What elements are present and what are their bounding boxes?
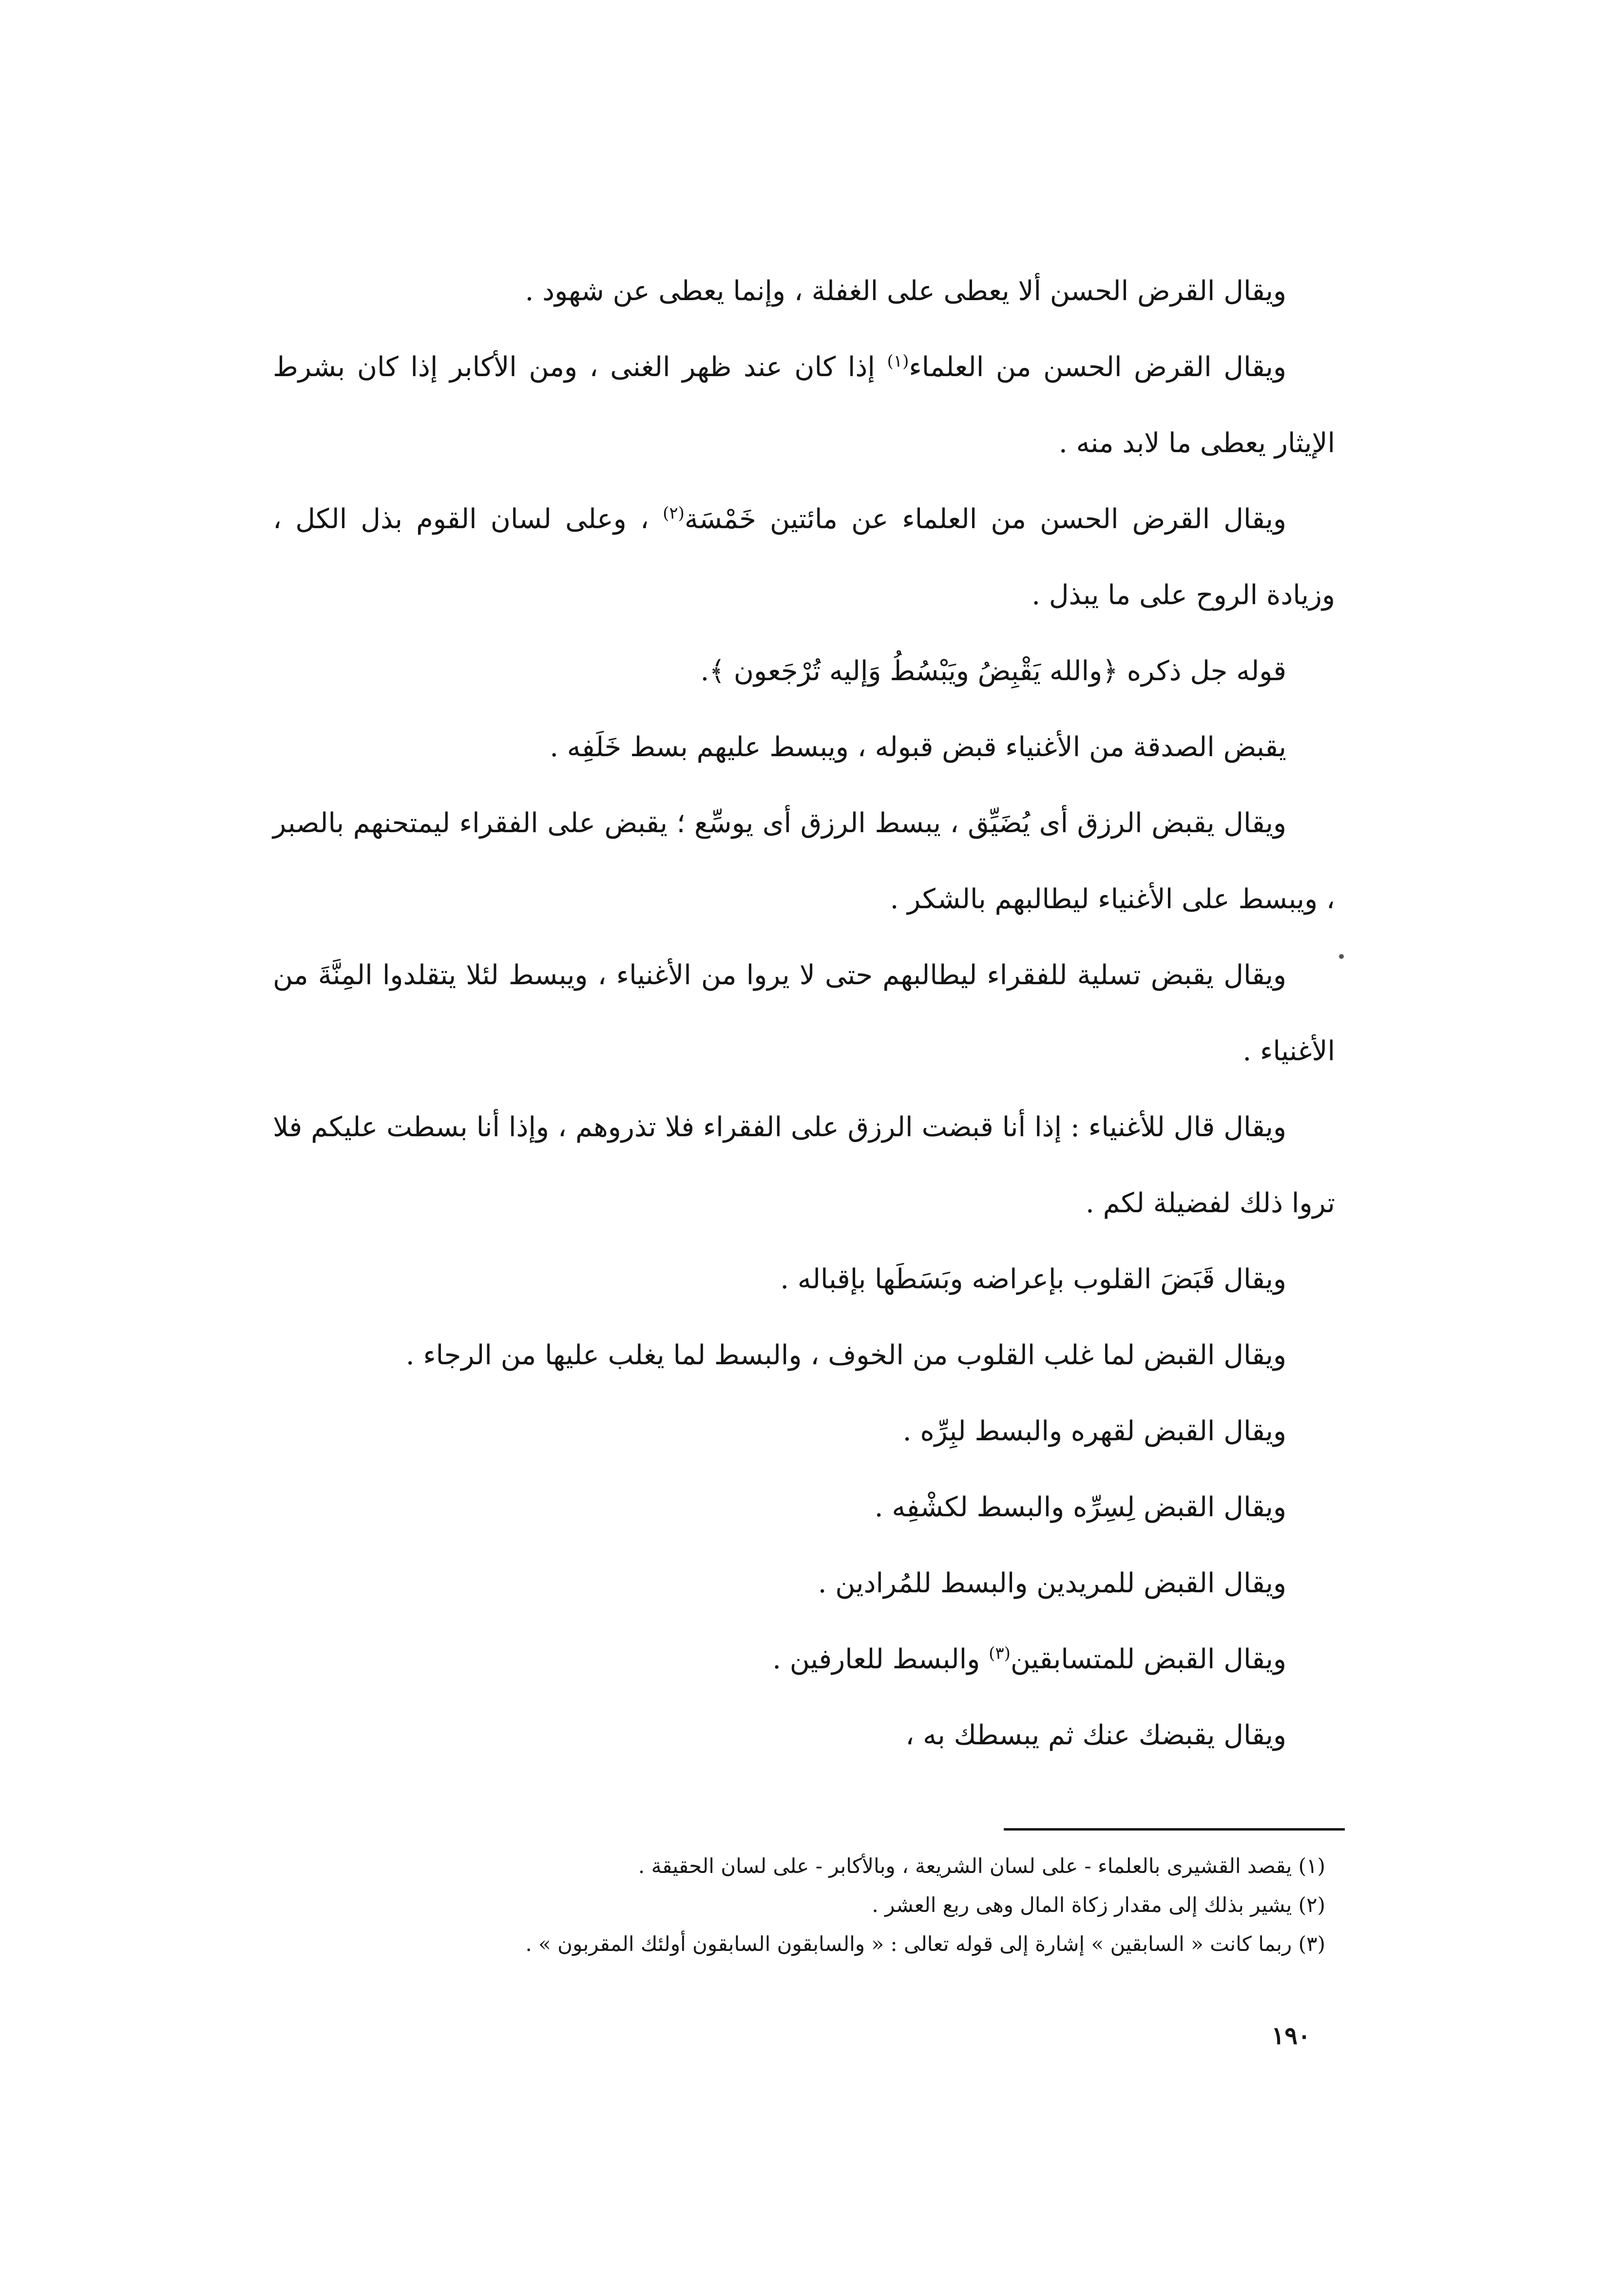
paragraph-14 <box>273 1622 1335 1698</box>
footnote-ref-2[interactable]: (٢) <box>663 503 685 523</box>
paragraph-4-verse: قوله جل ذكره ﴿والله يَقْبِضُ ويَبْسُطُ وَإليه تُرْجَعون ﴾. <box>700 655 1286 687</box>
paragraph-2 <box>273 329 1335 481</box>
paragraph-11: ويقال القبض لقهره والبسط لبِرِّه . <box>902 1415 1286 1447</box>
paragraph-13: ويقال القبض للمريدين والبسط للمُرادين . <box>818 1567 1286 1599</box>
paragraph-5: يقبض الصدقة من الأغنياء قبض قبوله ، ويبسط عليهم بسط خَلَفِه . <box>550 731 1286 763</box>
page-number: ١٩٠ <box>1271 2021 1311 2050</box>
main-text <box>273 253 1335 1774</box>
footnote-ref-1[interactable]: (١) <box>887 351 909 371</box>
footnote-separator <box>1004 1828 1345 1831</box>
paragraph-6: ويقال يقبض الرزق أى يُضَيِّق ، يبسط الرزق أى يوسِّع ؛ يقبض على الفقراء ليمتحنهم بالصبر ، ويبسط على الأغنياء ليطالبهم بالشكر . <box>273 807 1335 915</box>
footnotes <box>273 1847 1325 1964</box>
paragraph-10: ويقال القبض لما غلب القلوب من الخوف ، والبسط لما يغلب عليها من الرجاء . <box>405 1339 1286 1371</box>
footnote-ref-3[interactable]: (٣) <box>989 1643 1011 1663</box>
paragraph-2-start: ويقال القرض الحسن من العلماء <box>909 351 1286 383</box>
paragraph-7: ويقال يقبض تسلية للفقراء ليطالبهم حتى لا يروا من الأغنياء ، ويبسط لئلا يتقلدوا المِنَّةَ من الأغنياء . <box>273 959 1335 1067</box>
margin-dot <box>1339 954 1344 959</box>
paragraph-1: ويقال القرض الحسن ألا يعطى على الغفلة ، وإنما يعطى عن شهود . <box>525 275 1286 307</box>
paragraph-14-end: والبسط للعارفين . <box>772 1643 989 1675</box>
paragraph-9: ويقال قَبَضَ القلوب بإعراضه وبَسَطَها بإقباله . <box>780 1263 1286 1295</box>
footnote-3: (٣) ربما كانت « السابقين » إشارة إلى قوله تعالى : « والسابقون السابقون أولئك المقربون » . <box>525 1932 1325 1956</box>
paragraph-14-start: ويقال القبض للمتسابقين <box>1010 1643 1286 1675</box>
paragraph-3 <box>273 481 1335 633</box>
paragraph-12: ويقال القبض لِسِرِّه والبسط لكشْفِه . <box>874 1491 1286 1523</box>
paragraph-2-end: إذا كان عند ظهر الغنى ، ومن الأكابر إذا كان بشرط الإيثار يعطى ما لابد منه . <box>273 351 1335 459</box>
paragraph-3-start: ويقال القرض الحسن من العلماء عن مائتين خَمْسَة <box>684 503 1287 535</box>
paragraph-8: ويقال قال للأغنياء : إذا أنا قبضت الرزق على الفقراء فلا تذروهم ، وإذا أنا بسطت عليكم فلا تروا ذلك لفضيلة لكم . <box>273 1111 1335 1219</box>
paragraph-15: ويقال يقبضك عنك ثم يبسطك به ، <box>905 1719 1286 1751</box>
footnote-1: (١) يقصد القشيرى بالعلماء - على لسان الشريعة ، وبالأكابر - على لسان الحقيقة . <box>638 1854 1325 1878</box>
footnote-2: (٢) يشير بذلك إلى مقدار زكاة المال وهى ربع العشر . <box>872 1893 1325 1917</box>
paragraph-3-end: ، وعلى لسان القوم بذل الكل ، وزيادة الروح على ما يبذل . <box>273 503 1335 611</box>
